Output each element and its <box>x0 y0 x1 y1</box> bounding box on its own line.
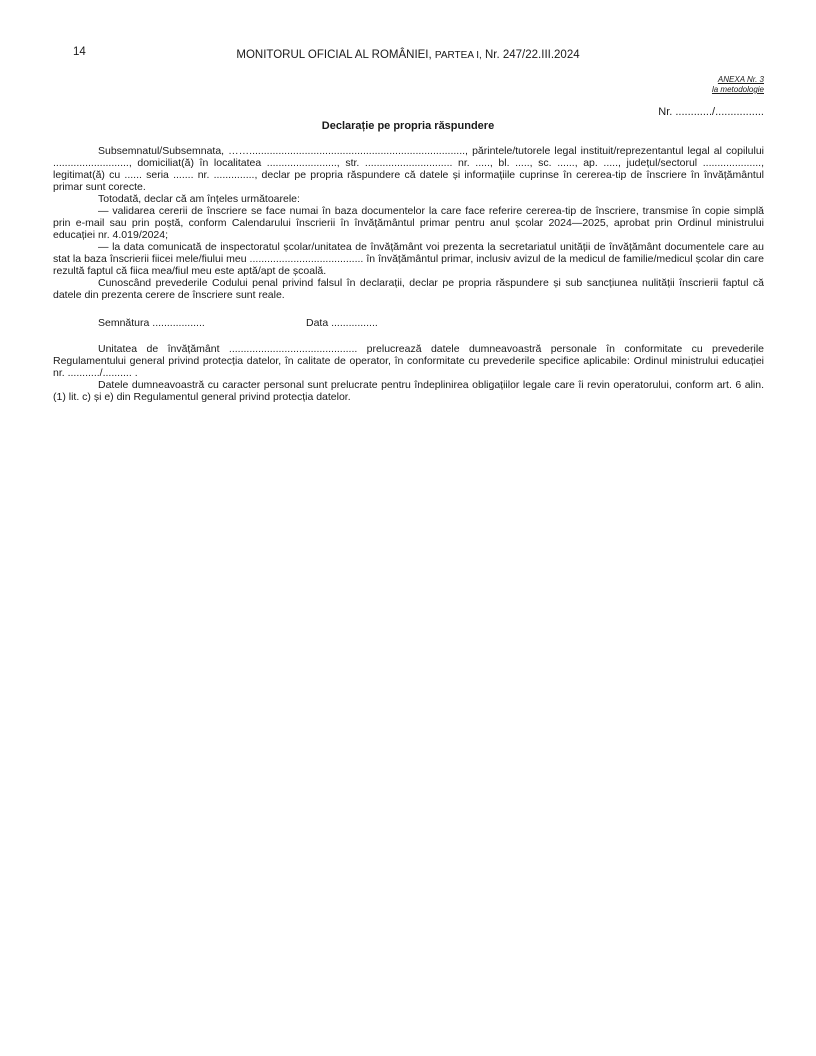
signature-field: Semnătura .................. <box>98 317 205 329</box>
registration-number: Nr. ............/................ <box>658 106 764 118</box>
declaration-paragraph-understanding: Totodată, declar că am înțeles următoarele: <box>98 193 300 205</box>
signature-row <box>53 317 764 331</box>
page-number: 14 <box>73 46 86 58</box>
declaration-paragraph-validation: — validarea cererii de înscriere se face numai în baza documentelor la care face referire cererea-tip de înscriere, transmise în copie simplă prin e-mail sau prin poștă, conform Calendarului înscrierii în învățământul primar pentru anul școlar 2024—2025, aprobat prin Ordinul ministrului educației nr. 4.019/2024; <box>53 205 764 241</box>
declaration-paragraph-documents: — la data comunicată de inspectoratul școlar/unitatea de învățământ voi prezenta la secretariatul unității de învățământ documentele care au stat la baza înscrierii fiicei mele/fiului meu ....................................... în învățământul primar, inclusiv avizul de la medicul de familie/medicul școlar din care rezultă faptul că fiica mea/fiul meu este aptă/apt de școală. <box>53 241 764 277</box>
gdpr-paragraph-legal-basis: Datele dumneavoastră cu caracter personal sunt prelucrate pentru îndeplinirea obligațiilor legale care îi revin operatorului, conform art. 6 alin. (1) lit. c) și e) din Regulamentul general privind protecția datelor. <box>53 379 764 403</box>
document-title: Declarație pe propria răspundere <box>321 120 495 132</box>
declaration-paragraph-identity: Subsemnatul/Subsemnata, …….........................................................................., părintele/tutorele legal instituit/reprezentantul legal al copilului .........................., domiciliat(ă) în localitatea ........................, str. .............................. nr. ....., bl. ....., sc. ......, ap. ....., județul/sectorul ...................., legitimat(ă) cu ...... seria ....... nr. .............., declar pe propria răspundere că datele și informațiile cuprinse în cererea-tip de înscriere în învățământul primar sunt corecte. <box>53 145 764 193</box>
page-header <box>0 46 816 66</box>
declaration-body <box>53 145 764 403</box>
annex-reference <box>712 75 764 95</box>
journal-main: MONITORUL OFICIAL AL ROMÂNIEI, <box>236 49 432 61</box>
journal-part: PARTEA I, <box>434 50 482 61</box>
gdpr-paragraph-operator: Unitatea de învățământ ............................................ prelucrează datele dumneavoastră personale în conformitate cu prevederile Regulamentului general privind protecția datelor, în calitate de operator, în conformitate cu prevederile specifice aplicabile: Ordinul ministrului educației nr. .........../.......... . <box>53 343 764 379</box>
annex-number: ANEXA Nr. 3 <box>717 75 764 84</box>
date-field: Data ................ <box>306 317 378 329</box>
journal-issue: Nr. 247/22.III.2024 <box>484 49 580 61</box>
journal-title <box>0 49 816 61</box>
declaration-paragraph-penal: Cunoscând prevederile Codului penal privind falsul în declarații, declar pe propria răspundere și sub sancțiunea nulității înscrierii faptul că datele din prezenta cerere de înscriere sunt reale. <box>53 277 764 301</box>
annex-methodology: la metodologie <box>711 85 764 94</box>
